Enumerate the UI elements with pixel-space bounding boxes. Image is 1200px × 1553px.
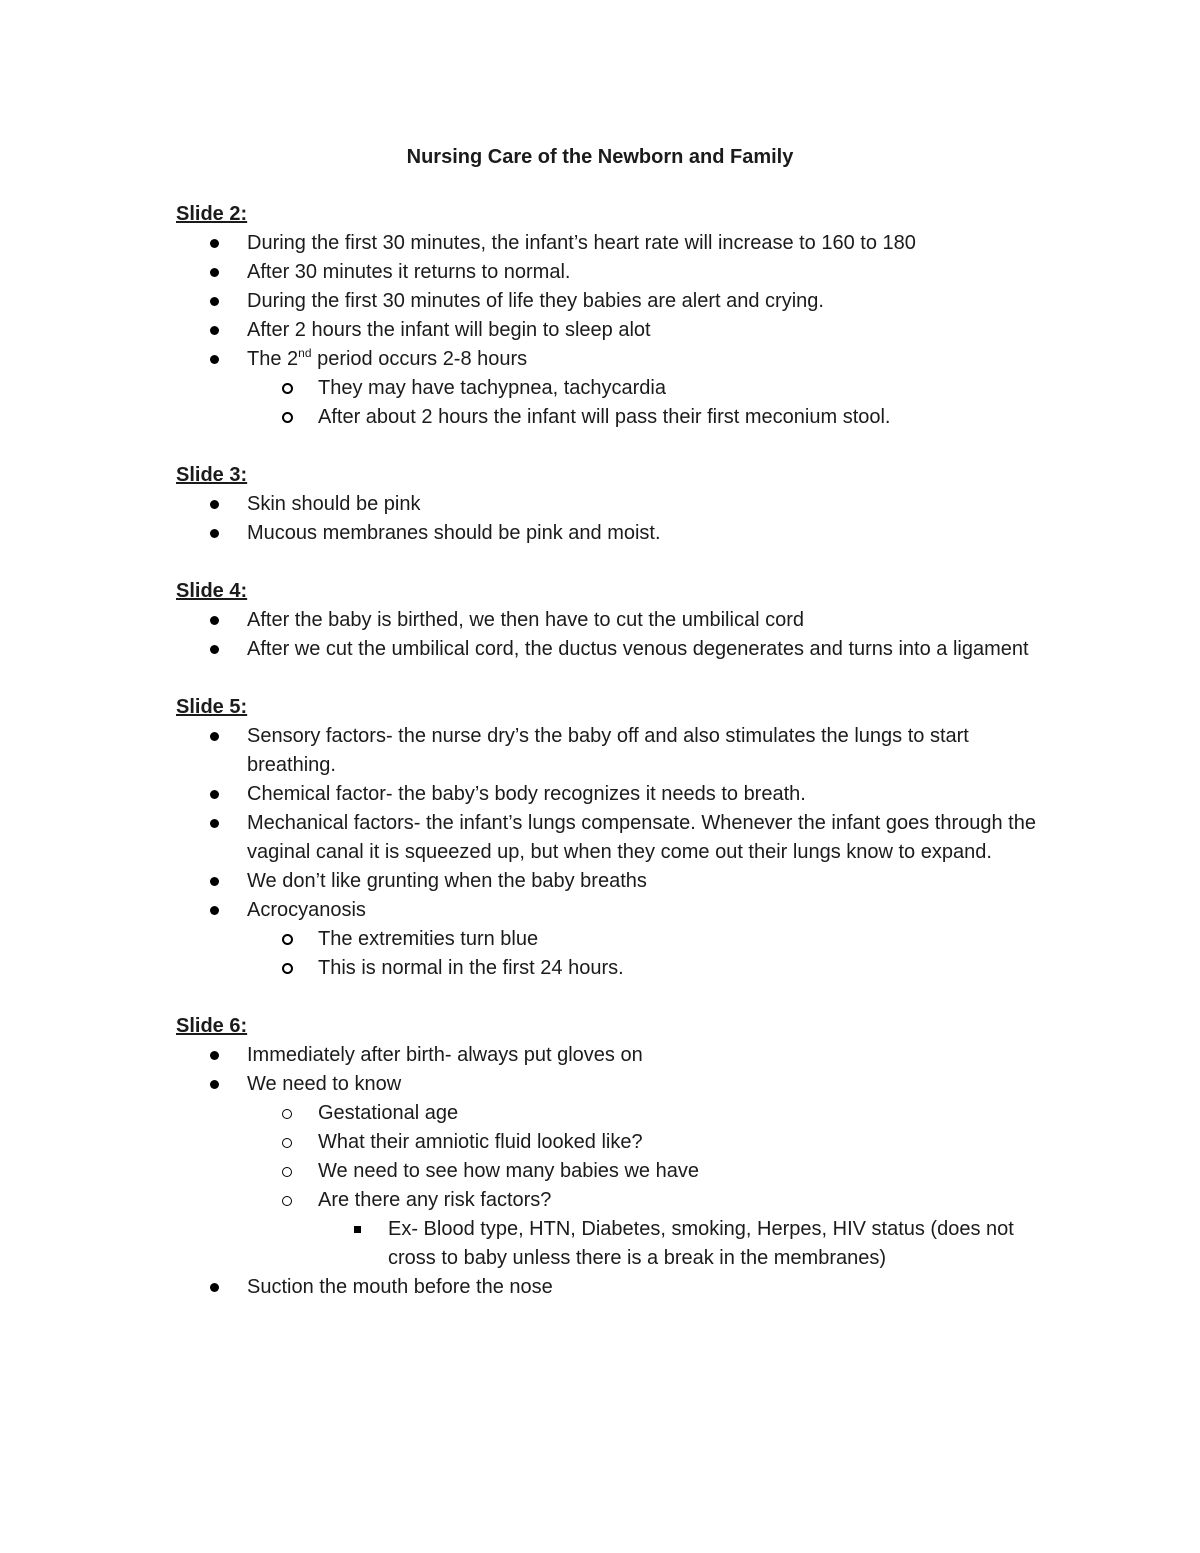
list-item-text: After 2 hours the infant will begin to sleep alot bbox=[247, 319, 651, 341]
slide-heading: Slide 6: bbox=[176, 1015, 248, 1037]
bullet-list bbox=[176, 490, 1036, 548]
list-item bbox=[176, 1070, 1036, 1099]
bullet-icon bbox=[210, 809, 219, 838]
list-item-text: We need to see how many babies we have bbox=[318, 1160, 699, 1182]
bullet-icon bbox=[210, 722, 219, 751]
list-item bbox=[176, 606, 1036, 635]
bullet-icon bbox=[210, 635, 219, 664]
circle-bullet-icon bbox=[282, 1099, 292, 1128]
text-run: The 2 bbox=[247, 348, 299, 370]
circle-bullet-icon bbox=[282, 403, 293, 432]
list-item bbox=[176, 229, 1036, 258]
list-item-text: After the baby is birthed, we then have to cut the umbilical cord bbox=[247, 609, 804, 631]
bullet-list bbox=[176, 606, 1036, 664]
sub-sub-list-item bbox=[176, 1215, 1036, 1273]
bullet-icon bbox=[210, 780, 219, 809]
list-item bbox=[176, 780, 1036, 809]
circle-bullet-icon bbox=[282, 925, 293, 954]
list-item-text: Chemical factor- the baby’s body recognizes it needs to breath. bbox=[247, 783, 806, 805]
bullet-icon bbox=[210, 1070, 219, 1099]
slide-heading: Slide 5: bbox=[176, 696, 248, 718]
sub-list-item bbox=[176, 374, 1036, 403]
bullet-list bbox=[176, 722, 1036, 983]
square-bullet-icon bbox=[354, 1215, 361, 1244]
section-slide-5 bbox=[176, 693, 1036, 983]
section-slide-2 bbox=[176, 200, 1036, 432]
list-item-text: What their amniotic fluid looked like? bbox=[318, 1131, 643, 1153]
list-item-text: Skin should be pink bbox=[247, 493, 421, 515]
list-item bbox=[176, 519, 1036, 548]
list-item-text: After we cut the umbilical cord, the ductus venous degenerates and turns into a ligament bbox=[247, 638, 1029, 660]
list-item-text: During the first 30 minutes of life they babies are alert and crying. bbox=[247, 290, 824, 312]
list-item-text: Mucous membranes should be pink and moist. bbox=[247, 522, 661, 544]
list-item-text: This is normal in the first 24 hours. bbox=[318, 957, 624, 979]
list-item bbox=[176, 490, 1036, 519]
list-item bbox=[176, 345, 1036, 374]
list-item-text: During the first 30 minutes, the infant’s heart rate will increase to 160 to 180 bbox=[247, 232, 916, 254]
circle-bullet-icon bbox=[282, 374, 293, 403]
list-item bbox=[176, 809, 1036, 867]
bullet-icon bbox=[210, 345, 219, 374]
sub-list-item bbox=[176, 954, 1036, 983]
bullet-icon bbox=[210, 1041, 219, 1070]
sub-list-item bbox=[176, 403, 1036, 432]
bullet-icon bbox=[210, 1273, 219, 1302]
section-slide-4 bbox=[176, 577, 1036, 664]
text-run: period occurs 2-8 hours bbox=[311, 348, 528, 370]
list-item-text: After 30 minutes it returns to normal. bbox=[247, 261, 571, 283]
bullet-list bbox=[176, 229, 1036, 432]
bullet-icon bbox=[210, 258, 219, 287]
bullet-icon bbox=[210, 287, 219, 316]
list-item-text: Suction the mouth before the nose bbox=[247, 1276, 553, 1298]
circle-bullet-icon bbox=[282, 1186, 292, 1215]
bullet-list bbox=[176, 1041, 1036, 1302]
sub-list-item bbox=[176, 925, 1036, 954]
circle-bullet-icon bbox=[282, 954, 293, 983]
list-item-text bbox=[247, 348, 527, 370]
bullet-icon bbox=[210, 316, 219, 345]
list-item bbox=[176, 287, 1036, 316]
list-item-text: We need to know bbox=[247, 1073, 402, 1095]
list-item bbox=[176, 1273, 1036, 1302]
list-item-text: Mechanical factors- the infant’s lungs compensate. Whenever the infant goes through the vaginal canal it is squeezed up, but when they come out their lungs know to expand. bbox=[247, 812, 1036, 863]
circle-bullet-icon bbox=[282, 1157, 292, 1186]
slide-heading: Slide 3: bbox=[176, 464, 248, 486]
list-item-text: Gestational age bbox=[318, 1102, 459, 1124]
list-item-text: Ex- Blood type, HTN, Diabetes, smoking, Herpes, HIV status (does not cross to baby unless there is a break in the membranes) bbox=[388, 1218, 1014, 1269]
circle-bullet-icon bbox=[282, 1128, 292, 1157]
list-item-text: The extremities turn blue bbox=[318, 928, 539, 950]
list-item bbox=[176, 722, 1036, 780]
list-item bbox=[176, 867, 1036, 896]
list-item-text: They may have tachypnea, tachycardia bbox=[318, 377, 666, 399]
list-item-text: Acrocyanosis bbox=[247, 899, 366, 921]
sub-list-item bbox=[176, 1186, 1036, 1215]
list-item bbox=[176, 635, 1036, 664]
sub-list-item bbox=[176, 1099, 1036, 1128]
document-title: Nursing Care of the Newborn and Family bbox=[406, 146, 794, 168]
slide-heading: Slide 2: bbox=[176, 203, 248, 225]
bullet-icon bbox=[210, 896, 219, 925]
slide-heading: Slide 4: bbox=[176, 580, 248, 602]
bullet-icon bbox=[210, 229, 219, 258]
bullet-icon bbox=[210, 867, 219, 896]
section-slide-6 bbox=[176, 1012, 1036, 1302]
bullet-icon bbox=[210, 519, 219, 548]
list-item bbox=[176, 896, 1036, 925]
sub-list-item bbox=[176, 1157, 1036, 1186]
list-item bbox=[176, 258, 1036, 287]
list-item bbox=[176, 1041, 1036, 1070]
document-body bbox=[176, 200, 1036, 1331]
list-item-text: Immediately after birth- always put gloves on bbox=[247, 1044, 643, 1066]
list-item-text: Are there any risk factors? bbox=[318, 1189, 552, 1211]
bullet-icon bbox=[210, 490, 219, 519]
list-item bbox=[176, 316, 1036, 345]
section-slide-3 bbox=[176, 461, 1036, 548]
list-item-text: After about 2 hours the infant will pass their first meconium stool. bbox=[318, 406, 891, 428]
bullet-icon bbox=[210, 606, 219, 635]
list-item-text: We don’t like grunting when the baby breaths bbox=[247, 870, 647, 892]
superscript: nd bbox=[298, 346, 312, 360]
list-item-text: Sensory factors- the nurse dry’s the baby off and also stimulates the lungs to start breathing. bbox=[247, 725, 969, 776]
sub-list-item bbox=[176, 1128, 1036, 1157]
